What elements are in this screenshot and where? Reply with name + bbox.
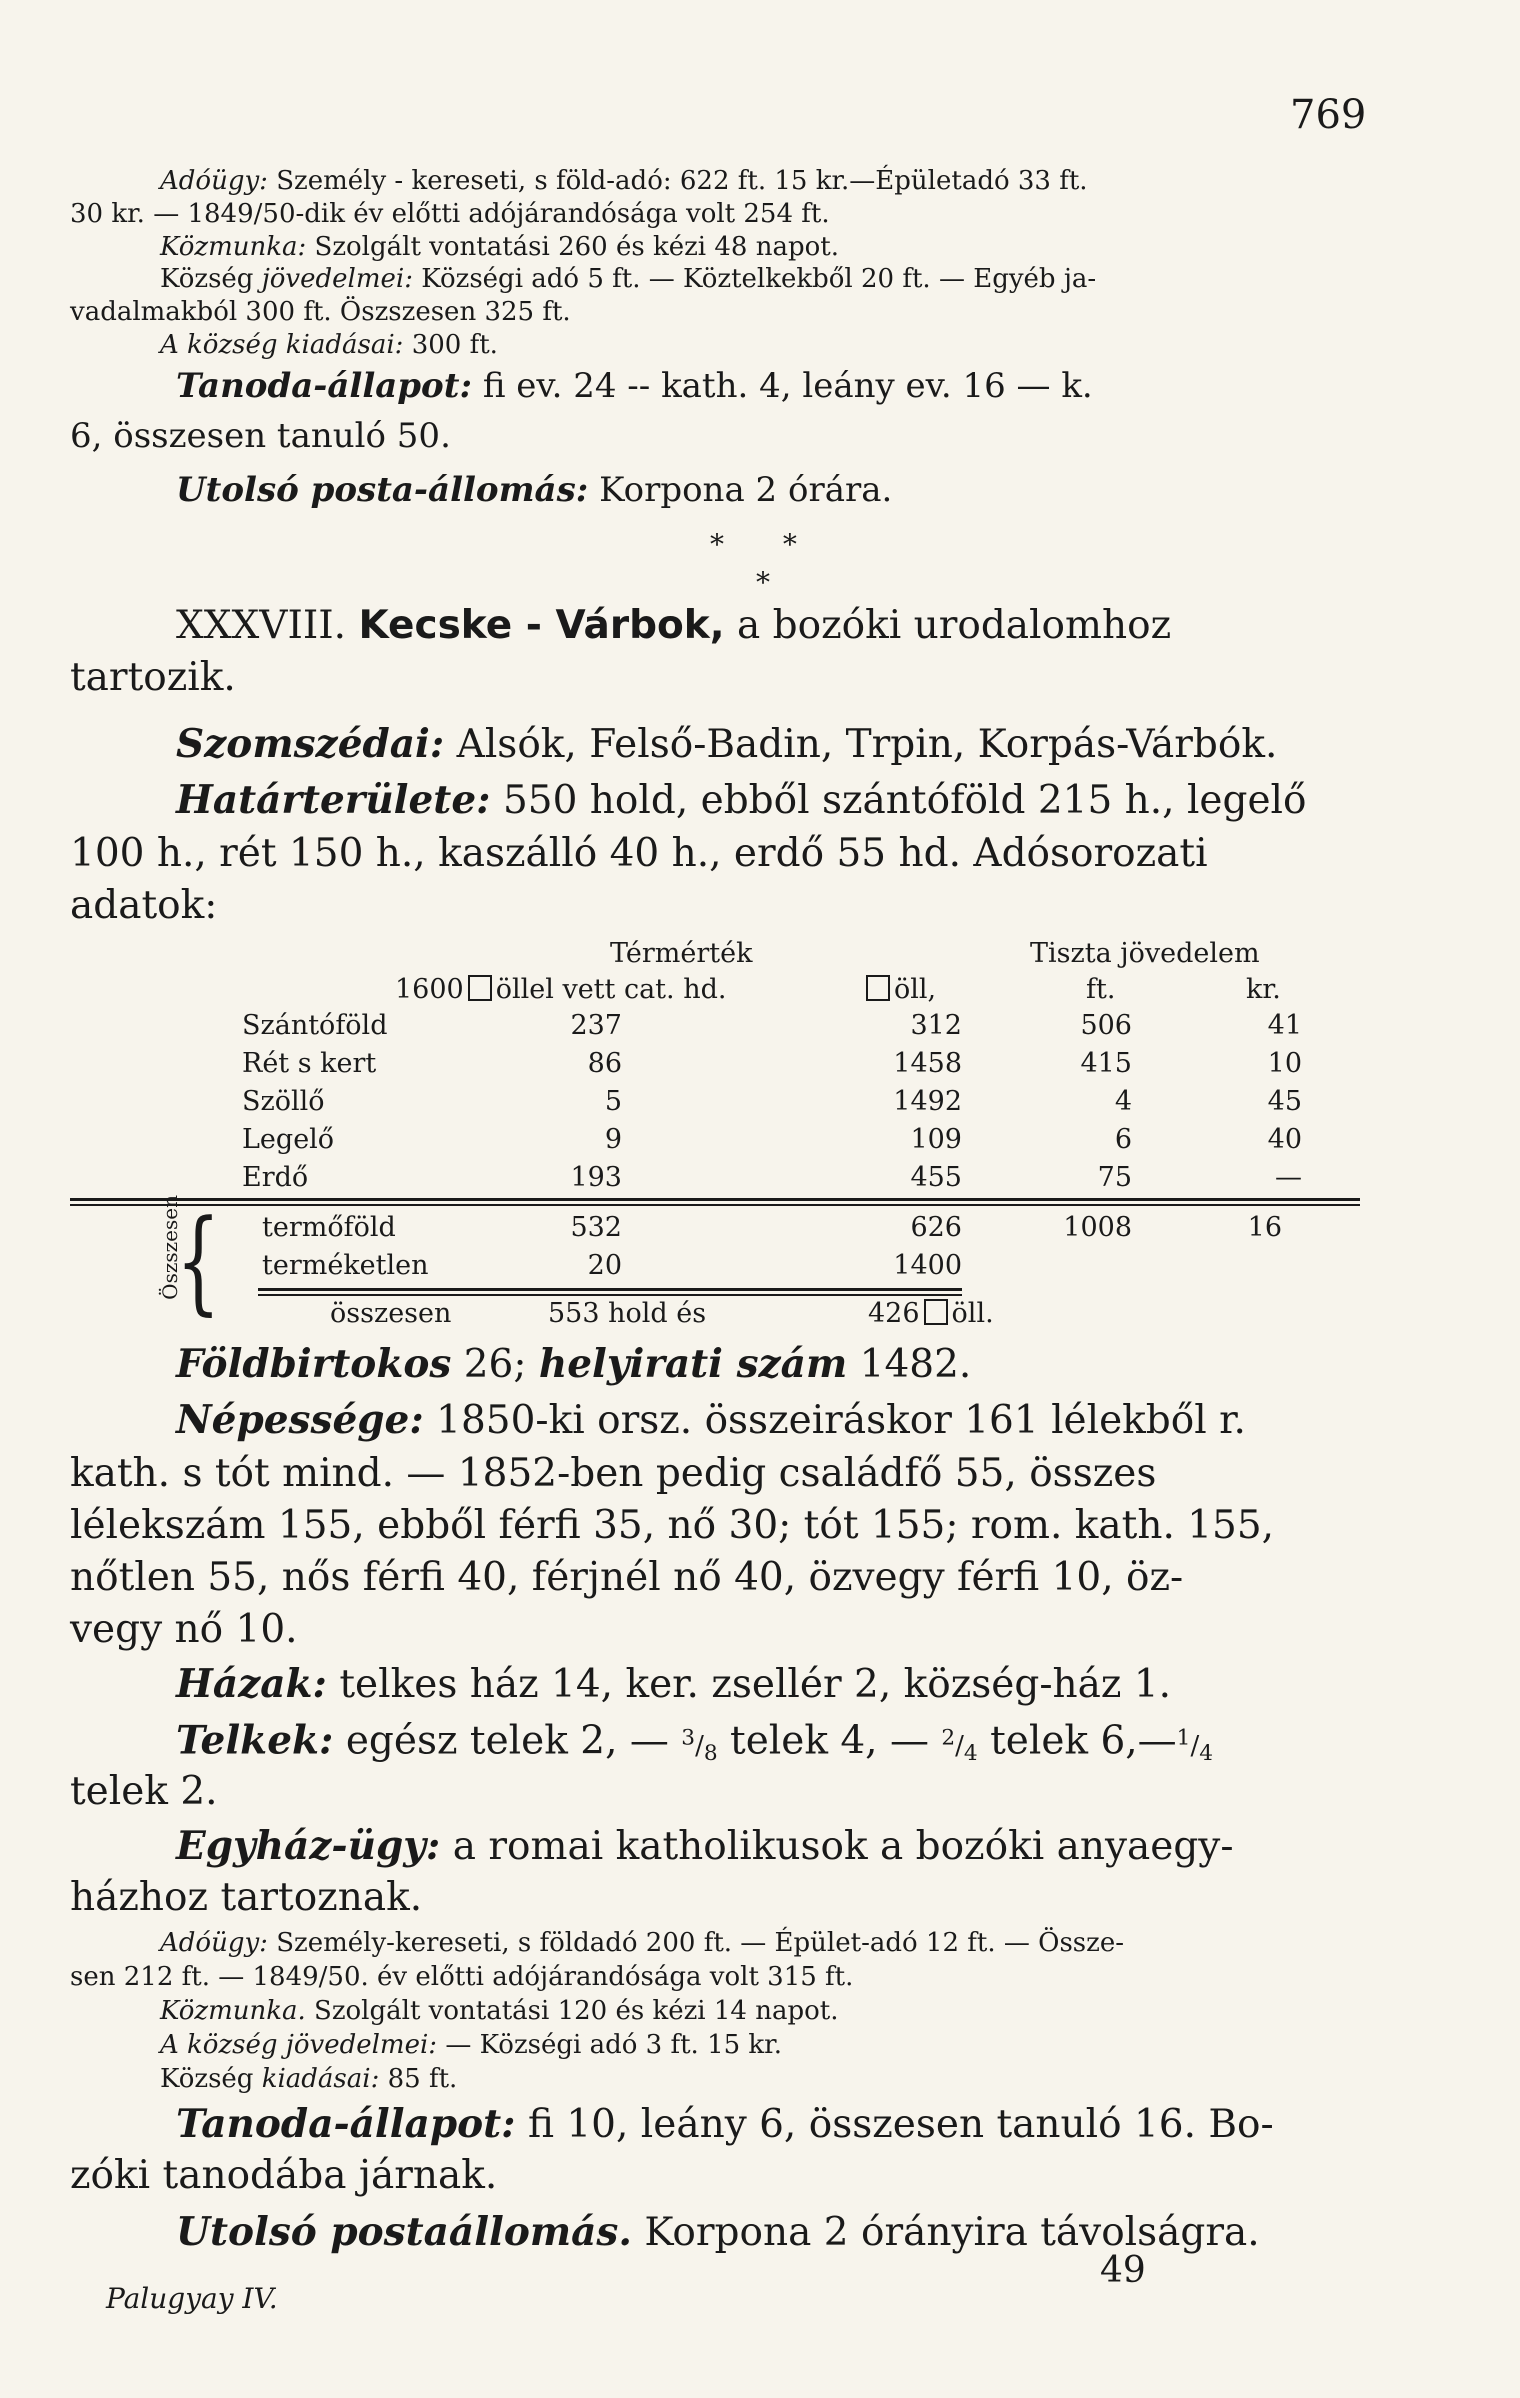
brace-icon: { — [176, 1195, 221, 1327]
kiadasai-text: 300 ft. — [411, 330, 498, 360]
kozmunka2-label: Közmunka. — [160, 1996, 306, 2026]
sum-cell-name: terméketlen — [262, 1250, 429, 1281]
kozmunka2-line — [160, 1994, 838, 2028]
egyhaz-text1: a romai katholikusok a bozóki anyaegy- — [452, 1824, 1234, 1869]
telkek-line2: telek 2. — [70, 1769, 218, 1814]
table-header-tiszta: Tiszta jövedelem — [1030, 938, 1260, 969]
frac2-num: 2 — [941, 1725, 956, 1750]
cell-ft: 4 — [1114, 1086, 1132, 1117]
nepessege-line1 — [176, 1394, 1246, 1447]
cell-hd: 9 — [604, 1124, 622, 1155]
sum-cell-kr — [1132, 1250, 1282, 1288]
egyhaz-line2: házhoz tartoznak. — [70, 1875, 423, 1920]
hazak-text: telkes ház 14, ker. zsellér 2, község-ház 1. — [339, 1662, 1172, 1707]
table-header-termertek: Térmérték — [610, 938, 753, 969]
hatar-line3: adatok: — [70, 883, 218, 928]
cell-oll: 455 — [910, 1162, 962, 1193]
egyhaz-line1 — [176, 1820, 1234, 1873]
table-row — [242, 1124, 1302, 1162]
cell-hd: 237 — [570, 1010, 622, 1041]
cell-oll: 1492 — [893, 1086, 962, 1117]
fraction-3-8: $^3/_8$ — [681, 1725, 718, 1766]
adougy-text1: Személy - kereseti, s föld-adó: 622 ft. 15 kr.—Épületadó 33 ft. — [276, 166, 1088, 196]
posta2-line — [176, 2206, 1260, 2259]
table-subheader-ft: ft. — [1086, 974, 1116, 1005]
heading-name: Kecske - Várbok, — [358, 603, 725, 648]
square-symbol-icon — [468, 975, 492, 1001]
nepessege-line4: nőtlen 55, nős férfi 40, férjnél nő 40, özvegy férfi 10, öz- — [70, 1555, 1184, 1600]
frac3-den: 4 — [1199, 1740, 1213, 1766]
sub-oll: öll, — [894, 974, 937, 1005]
adougy2-label: Adóügy: — [160, 1928, 268, 1958]
helyirati-label: helyirati szám — [538, 1341, 848, 1387]
tanoda-line1 — [176, 364, 1093, 408]
sub-ollel: öllel vett cat. hd. — [495, 974, 727, 1005]
table-row — [242, 1162, 1302, 1200]
hazak-label: Házak: — [176, 1661, 327, 1707]
foldbirtokos-value: 26; — [463, 1342, 527, 1387]
jovedelmei-label: jövedelmei: — [261, 264, 413, 294]
cell-oll: 1458 — [893, 1048, 962, 1079]
cell-oll: 312 — [910, 1010, 962, 1041]
cell-name: Erdő — [242, 1162, 309, 1193]
table-rule-thin — [70, 1204, 1360, 1206]
sum-cell-oll: 1400 — [893, 1250, 962, 1281]
foldbirtokos-label: Földbirtokos — [176, 1341, 452, 1387]
kozmunka-label: Közmunka: — [160, 232, 307, 262]
jovedelmei2-line — [160, 2028, 782, 2062]
heading-line2: tartozik. — [70, 655, 236, 700]
page-number: 769 — [1290, 92, 1367, 138]
cell-name: Szántóföld — [242, 1010, 388, 1041]
cell-kr: 10 — [1267, 1048, 1302, 1079]
cell-kr: — — [1275, 1162, 1302, 1193]
posta-label: Utolsó posta-állomás: — [176, 470, 589, 510]
cell-hd: 86 — [587, 1048, 622, 1079]
hazak-line — [176, 1658, 1171, 1711]
cell-kr: 41 — [1267, 1010, 1302, 1041]
tanoda2-text1: fi 10, leány 6, összesen tanuló 16. Bo- — [527, 2102, 1274, 2147]
stars-top: * * — [710, 528, 797, 561]
hatar-text1: 550 hold, ebből szántóföld 215 h., legelő — [502, 778, 1307, 823]
kiadasai-line — [160, 328, 498, 362]
szomszedai-label: Szomszédai: — [176, 721, 445, 767]
helyirati-value: 1482. — [859, 1342, 972, 1387]
square-symbol-icon — [924, 1299, 948, 1325]
sum-row — [262, 1250, 1282, 1288]
nepessege-label: Népessége: — [176, 1397, 424, 1443]
tanoda-text1: fi ev. 24 -- kath. 4, leány ev. 16 — k. — [482, 366, 1093, 406]
kozmunka-line — [160, 230, 839, 264]
frac1-num: 3 — [681, 1725, 696, 1750]
hatar-line2: 100 h., rét 150 h., kaszálló 40 h., erdő 55 hd. Adósorozati — [70, 831, 1208, 876]
posta-line — [176, 468, 892, 512]
frac2-den: 4 — [963, 1740, 978, 1766]
kozmunka-text: Szolgált vontatási 260 és kézi 48 napot. — [314, 232, 839, 262]
nepessege-line3: lélekszám 155, ebből férfi 35, nő 30; tót 155; rom. kath. 155, — [70, 1503, 1275, 1548]
cell-oll: 109 — [910, 1124, 962, 1155]
stars-bottom: * — [756, 566, 770, 599]
sum-cell-hd: 532 — [570, 1212, 622, 1243]
sum-cell-hd: 20 — [587, 1250, 622, 1281]
cell-ft: 6 — [1114, 1124, 1132, 1155]
table-subheader-ollel — [395, 974, 726, 1005]
jovedelmei2-label: A község jövedelmei: — [160, 2030, 438, 2060]
frac1-den: 8 — [703, 1740, 718, 1766]
sum-row — [262, 1212, 1282, 1250]
cell-hd: 5 — [604, 1086, 622, 1117]
telkek-line1 — [176, 1712, 1213, 1780]
egyhaz-label: Egyház-ügy: — [176, 1823, 441, 1869]
table-row — [242, 1010, 1302, 1048]
square-symbol-icon — [866, 975, 890, 1001]
heading-rest: a bozóki urodalomhoz — [736, 603, 1172, 648]
cell-kr: 45 — [1267, 1086, 1302, 1117]
sub-1600: 1600 — [395, 974, 464, 1005]
tanoda2-line1 — [176, 2098, 1274, 2151]
nepessege-text1: 1850-ki orsz. összeiráskor 161 lélekből r. — [436, 1398, 1246, 1443]
kozmunka2-text: Szolgált vontatási 120 és kézi 14 napot. — [314, 1996, 839, 2026]
tanoda2-label: Tanoda-állapot: — [176, 2101, 516, 2147]
adougy2-line2: sen 212 ft. — 1849/50. év előtti adójárandósága volt 315 ft. — [70, 1962, 854, 1992]
sum-cell-name: termőföld — [262, 1212, 396, 1243]
table-rule — [70, 1198, 1360, 1201]
cell-ft: 75 — [1097, 1162, 1132, 1193]
tanoda-label: Tanoda-állapot: — [176, 366, 472, 406]
sum-table — [262, 1212, 1282, 1288]
posta2-text: Korpona 2 órányira távolságra. — [644, 2210, 1260, 2255]
table-subheader-oll — [862, 974, 936, 1005]
szomszedai-line — [176, 718, 1277, 771]
tanoda2-line2: zóki tanodába járnak. — [70, 2153, 498, 2198]
jovedelmei-line2: vadalmakból 300 ft. Öszszesen 325 ft. — [70, 297, 571, 327]
cell-ft: 506 — [1080, 1010, 1132, 1041]
jovedelmei-prefix: Község — [160, 264, 254, 294]
cell-kr: 40 — [1267, 1124, 1302, 1155]
adougy-line2: 30 kr. — 1849/50-dik év előtti adójárandósága volt 254 ft. — [70, 199, 830, 229]
jovedelmei-text1: Községi adó 5 ft. — Köztelkekből 20 ft. — Egyéb ja- — [421, 264, 1097, 294]
nepessege-line5: vegy nő 10. — [70, 1607, 298, 1652]
section-heading — [176, 600, 1171, 652]
hatar-label: Határterülete: — [176, 777, 491, 823]
szomszedai-text: Alsók, Felső-Badin, Trpin, Korpás-Várbók. — [456, 722, 1278, 767]
fraction-2-4: $^2/_4$ — [941, 1725, 978, 1766]
total-name: összesen — [330, 1298, 452, 1329]
foldbirtokos-line — [176, 1338, 971, 1391]
footer-author: Palugyay IV. — [106, 2282, 278, 2315]
total-oll — [868, 1298, 994, 1329]
sum-cell-ft — [962, 1250, 1132, 1288]
table-row — [242, 1086, 1302, 1124]
sum-cell-ft: 1008 — [1063, 1212, 1132, 1243]
cell-name: Legelő — [242, 1124, 335, 1155]
kiadasai-label: A község kiadásai: — [160, 330, 404, 360]
total-oll-suffix: öll. — [951, 1298, 994, 1329]
kiadasai2-line — [160, 2062, 457, 2096]
posta-text: Korpona 2 órára. — [599, 470, 893, 510]
adougy2-text1: Személy-kereseti, s földadó 200 ft. — Épület-adó 12 ft. — Össze- — [276, 1928, 1125, 1958]
nepessege-line2: kath. s tót mind. — 1852-ben pedig családfő 55, összes — [70, 1451, 1157, 1496]
kiadasai2-label: kiadásai: — [261, 2064, 380, 2094]
telkek-text-c: telek 6,— — [990, 1718, 1177, 1764]
telkek-label: Telkek: — [176, 1717, 334, 1764]
sum-rule — [258, 1288, 962, 1291]
total-hd: 553 hold és — [548, 1298, 707, 1329]
table-row — [242, 1048, 1302, 1086]
cell-ft: 415 — [1080, 1048, 1132, 1079]
frac3-num: 1 — [1176, 1725, 1191, 1750]
data-table — [242, 1010, 1302, 1200]
jovedelmei-line1 — [160, 262, 1096, 296]
hatar-line1 — [176, 774, 1307, 827]
adougy2-line1 — [160, 1926, 1124, 1960]
footer-signature: 49 — [1100, 2250, 1146, 2291]
kiadasai2-prefix: Község — [160, 2064, 254, 2094]
telkek-text-a: egész telek 2, — — [345, 1718, 669, 1764]
telkek-text-b: telek 4, — — [730, 1718, 929, 1764]
adougy-line1 — [160, 164, 1088, 198]
sum-cell-kr: 16 — [1247, 1212, 1282, 1243]
cell-name: Rét s kert — [242, 1048, 377, 1079]
sum-rule-thin — [258, 1294, 962, 1296]
posta2-label: Utolsó postaállomás. — [176, 2209, 632, 2255]
jovedelmei2-text: — Községi adó 3 ft. 15 kr. — [445, 2030, 783, 2060]
adougy-label: Adóügy: — [160, 166, 268, 196]
tanoda-line2: 6, összesen tanuló 50. — [70, 416, 451, 456]
kiadasai2-text: 85 ft. — [387, 2064, 458, 2094]
fraction-1-4: $^1/_4$ — [1176, 1725, 1213, 1766]
heading-number: XXXVIII. — [176, 603, 347, 648]
total-oll-value: 426 — [868, 1298, 920, 1329]
side-label: Öszszesen — [158, 1195, 182, 1300]
sum-cell-oll: 626 — [910, 1212, 962, 1243]
table-subheader-kr: kr. — [1246, 974, 1281, 1005]
cell-name: Szöllő — [242, 1086, 325, 1117]
cell-hd: 193 — [570, 1162, 622, 1193]
